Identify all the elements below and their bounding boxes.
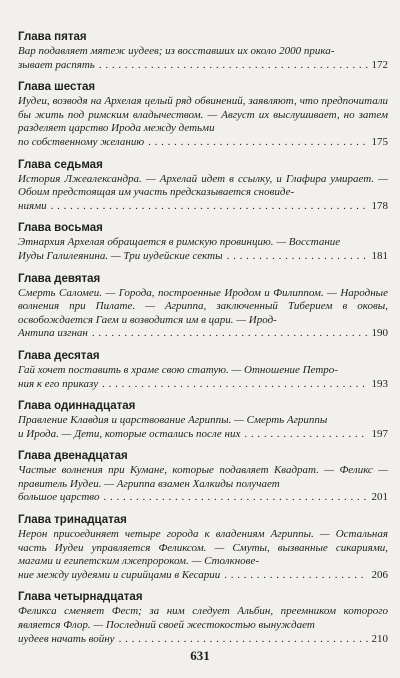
- chapter-entry: [18, 590, 388, 646]
- page-ref: 178: [371, 199, 388, 212]
- chapter-entry: [18, 158, 388, 214]
- chapter-description: Правление Клавдия и царствование Агриппы. — Смерть Агриппы и Ирода. — Дети, которые остались после них . . . 197: [18, 414, 388, 441]
- chapter-description: Гай хочет поставить в храме свою статую. — Отношение Петро- ния к его приказу . . . 193: [18, 364, 388, 391]
- dot-leader: [119, 633, 368, 647]
- chapter-description: Этнархия Архелая обращается в римскую провинцию. — Восстание Иуды Галилеянина. — Три иудейские секты . . . 181: [18, 236, 388, 263]
- chapter-title: Глава двенадцатая: [18, 450, 128, 463]
- chapter-description: Нерон присоединяет четыре города к владениям Агриппы. — Остальная часть Иудеи управляется Феликсом. — Смуты, вызванные сикариями, магами и египетским лжепророком. — Столкнове- ние между иудеями и сирийцами в Кесарии . . . 206: [18, 528, 388, 582]
- chapter-title: Глава восьмая: [18, 222, 103, 235]
- chapter-title: Глава пятая: [18, 31, 87, 43]
- dot-leader: [92, 327, 368, 341]
- chapter-title: Глава девятая: [18, 272, 101, 285]
- dot-leader: [103, 491, 367, 505]
- chapter-title: Глава четырнадцатая: [18, 591, 143, 604]
- page-number: 631: [190, 648, 210, 663]
- dot-leader: [224, 569, 367, 583]
- chapter-description: Иудеи, возводя на Архелая целый ряд обвинений, заявляют, что предпочитали бы жить под римским владычеством. — Август их выслушивает, но затем разделяет царство Ирода между детьми по собственному желанию . . . 175: [18, 95, 388, 149]
- page-ref: 201: [371, 491, 388, 504]
- chapter-entry: [18, 272, 388, 341]
- dot-leader: [148, 136, 367, 150]
- chapter-title: Глава одиннадцатая: [18, 400, 136, 413]
- chapter-title: Глава тринадцатая: [18, 514, 127, 527]
- page-ref: 210: [371, 632, 388, 645]
- dot-leader: [51, 200, 368, 214]
- chapter-entry: [18, 221, 388, 263]
- chapter-entry: [18, 349, 388, 391]
- page-ref: 193: [371, 377, 388, 390]
- chapter-title: Глава шестая: [18, 81, 96, 94]
- table-of-contents: [18, 30, 388, 654]
- dot-leader: [99, 59, 368, 73]
- page-ref: 172: [371, 58, 388, 71]
- chapter-title: Глава десятая: [18, 349, 100, 362]
- chapter-description: Частые волнения при Кумане, которые подавляет Квадрат. — Феликс — правитель Иудеи. — Агриппа взамен Халкиды получает большое царство . . . 201: [18, 464, 388, 505]
- page-ref: 197: [371, 427, 388, 440]
- chapter-title: Глава седьмая: [18, 158, 103, 171]
- page-ref: 175: [371, 135, 388, 148]
- chapter-entry: [18, 80, 388, 149]
- dot-leader: [102, 378, 367, 392]
- chapter-description: Феликса сменяет Фест; за ним следует Альбин, преемником которого является Флор. — Последний своей жестокостью вынуждает иудеев начать войну . . . 210: [18, 605, 388, 646]
- dot-leader: [244, 428, 367, 442]
- chapter-entry: [18, 399, 388, 441]
- chapter-entry: [18, 513, 388, 582]
- page-ref: 190: [371, 327, 388, 340]
- chapter-entry: [18, 449, 388, 505]
- chapter-description: История Лжеалександра. — Архелай идет в ссылку, и Глафира умирает. — Обоим предстоящая им участь предсказывается сновиде- ниями . . . 178: [18, 173, 388, 214]
- chapter-entry: [18, 30, 388, 72]
- dot-leader: [227, 250, 368, 264]
- page-ref: 206: [371, 568, 388, 581]
- chapter-description: Смерть Саломеи. — Города, построенные Иродом и Филиппом. — Народные волнения при Пилате. — Агриппа, заключенный Тиберием в оковы, освобождается Гаем и возводится им в цари. — Ирод- Антипа изгнан . . . 190: [18, 287, 388, 341]
- chapter-description: Вар подавляет мятеж иудеев; из восставших их около 2000 прика- зывает распять . . . 172: [18, 45, 388, 72]
- page-ref: 181: [371, 249, 388, 262]
